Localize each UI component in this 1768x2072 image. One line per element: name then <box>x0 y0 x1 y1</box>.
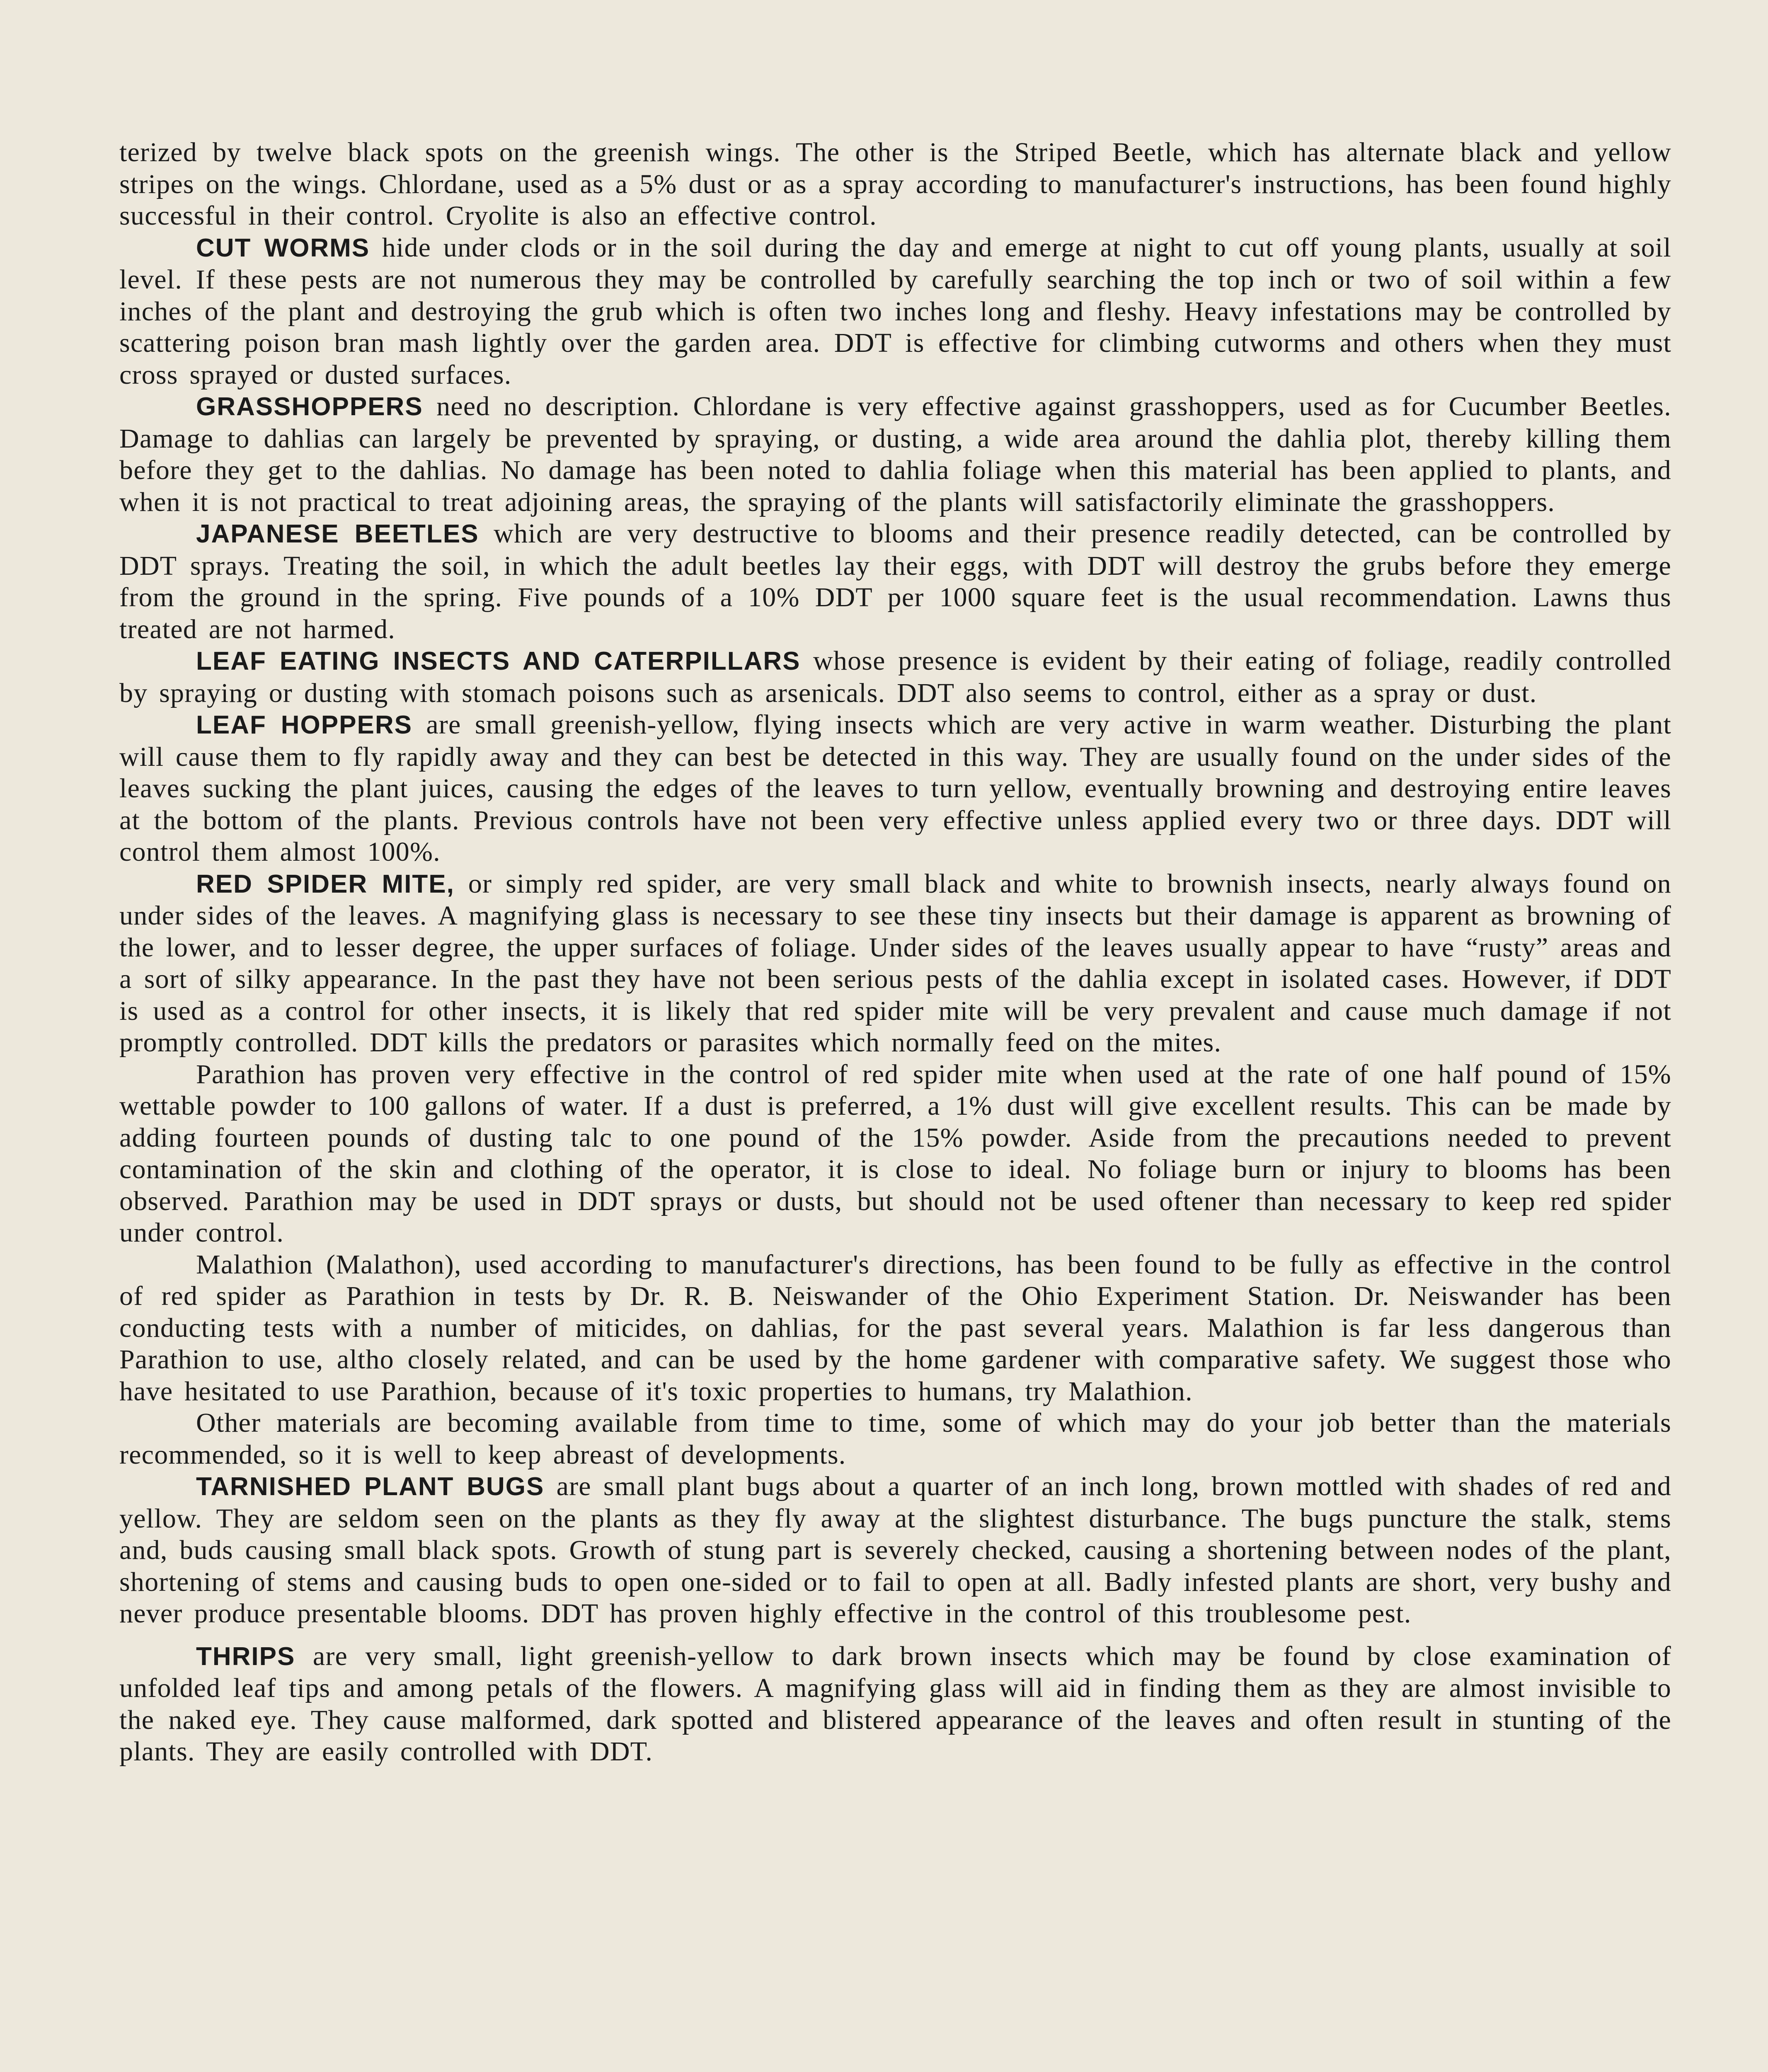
paragraph-striped-beetle <box>119 137 1671 232</box>
paragraph-parathion <box>119 1059 1671 1249</box>
paragraph-text: Parathion has proven very effective in the control of red spider mite when used at the rate of one half pound of 15% wettable powder to 100 gallons of water. If a dust is preferred, a 1% dust will give excellent results. This can be made by adding fourteen pounds of dusting talc to one pound of the 15% powder. Aside from the precautions needed to prevent contamination of the skin and clothing of the operator, it is close to ideal. No foliage burn or injury to blooms has been observed. Parathion may be used in DDT sprays or dusts, but should not be used oftener than necessary to keep red spider under control. <box>119 1059 1671 1248</box>
section-heading: THRIPS <box>196 1642 295 1671</box>
paragraph-text: terized by twelve black spots on the greenish wings. The other is the Striped Beetle, which has alternate black and yellow stripes on the wings. Chlordane, used as a 5% dust or as a spray according to manufacturer's instructions, has been found highly successful in their control. Cryolite is also an effective control. <box>119 137 1671 231</box>
paragraph-text: are very small, light greenish-yellow to dark brown insects which may be found by close examination of unfolded leaf tips and among petals of the flowers. A magnifying glass will aid in finding them as they are almost invisible to the naked eye. They cause malformed, dark spotted and blistered appearance of the leaves and often result in stunting of the plants. They are easily controlled with DDT. <box>119 1641 1671 1767</box>
paragraph-leaf-hoppers <box>119 709 1671 868</box>
section-heading: JAPANESE BEETLES <box>196 520 479 548</box>
paragraph-thrips <box>119 1641 1671 1768</box>
paragraph-text: are small plant bugs about a quarter of an inch long, brown mottled with shades of red and yellow. They are seldom seen on the plants as they fly away at the slightest disturbance. The bugs puncture the stalk, stems and, buds causing small black spots. Growth of stung part is severely checked, causing a shortening between nodes of the plant, shortening of stems and causing buds to open one-sided or to fail to open at all. Badly infested plants are short, very bushy and never produce presentable blooms. DDT has proven highly effective in the control of this troublesome pest. <box>119 1471 1672 1629</box>
section-heading: GRASSHOPPERS <box>196 392 423 421</box>
section-heading: LEAF HOPPERS <box>196 711 412 739</box>
paragraph-text: Other materials are becoming available from time to time, some of which may do your job better than the materials recommended, so it is well to keep abreast of developments. <box>119 1408 1671 1470</box>
paragraph-text: which are very destructive to blooms and their presence readily detected, can be controlled by DDT sprays. Treating the soil, in which the adult beetles lay their eggs, with DDT will destroy the grubs before they emerge from the ground in the spring. Five pounds of a 10% DDT per 1000 square feet is the usual recommendation. Lawns thus treated are not harmed. <box>119 518 1671 644</box>
paragraph-text: need no description. Chlordane is very effective against grasshoppers, used as for Cucumber Beetles. Damage to dahlias can largely be prevented by spraying, or dusting, a wide area around the dahlia plot, thereby killing them before they get to the dahlias. No damage has been noted to dahlia foliage when this material has been applied to plants, and when it is not practical to treat adjoining areas, the spraying of the plants will satisfactorily eliminate the grasshoppers. <box>119 391 1671 517</box>
paragraph-leaf-eating-insects <box>119 645 1671 709</box>
paragraph-text: Malathion (Malathon), used according to manufacturer's directions, has been found to be fully as effective in the control of red spider as Parathion in tests by Dr. R. B. Neiswander of the Ohio Experiment Station. Dr. Neiswander has been conducting tests with a number of miticides, on dahlias, for the past several years. Malathion is far less dangerous than Parathion to use, altho closely related, and can be used by the home gardener with comparative safety. We suggest those who have hesitated to use Parathion, because of it's toxic properties to humans, try Malathion. <box>119 1249 1671 1406</box>
paragraph-other-materials <box>119 1407 1671 1471</box>
section-heading: TARNISHED PLANT BUGS <box>196 1472 545 1501</box>
section-heading: LEAF EATING INSECTS AND CATERPILLARS <box>196 647 801 675</box>
paragraph-grasshoppers <box>119 391 1671 518</box>
paragraph-tarnished-plant-bugs <box>119 1471 1671 1630</box>
paragraph-text: or simply red spider, are very small black and white to brownish insects, nearly always found on under sides of the leaves. A magnifying glass is necessary to see these tiny insects but their damage is apparent as browning of the lower, and to lesser degree, the upper surfaces of foliage. Under sides of the leaves usually appear to have “rusty” areas and a sort of silky appearance. In the past they have not been serious pests of the dahlia except in isolated cases. However, if DDT is used as a control for other insects, it is likely that red spider mite will be very prevalent and cause much damage if not promptly controlled. DDT kills the predators or parasites which normally feed on the mites. <box>119 868 1671 1058</box>
section-heading: RED SPIDER MITE, <box>196 869 455 898</box>
paragraph-malathion <box>119 1249 1671 1408</box>
paragraph-cut-worms <box>119 232 1671 391</box>
paragraph-japanese-beetles <box>119 518 1671 645</box>
paragraph-red-spider-mite <box>119 868 1671 1059</box>
section-heading: CUT WORMS <box>196 233 370 262</box>
paragraph-text: are small greenish-yellow, flying insects which are very active in warm weather. Disturbing the plant will cause them to fly rapidly away and they can best be detected in this way. They are usually found on the under sides of the leaves sucking the plant juices, causing the edges of the leaves to turn yellow, eventually browning and destroying entire leaves at the bottom of the plants. Previous controls have not been very effective unless applied every two or three days. DDT will control them almost 100%. <box>119 709 1671 867</box>
paragraph-text: whose presence is evident by their eating of foliage, readily controlled by spraying or dusting with stomach poisons such as arsenicals. DDT also seems to control, either as a spray or dust. <box>119 646 1671 708</box>
paragraph-text: hide under clods or in the soil during the day and emerge at night to cut off young plants, usually at soil level. If these pests are not numerous they may be controlled by carefully searching the top inch or two of soil within a few inches of the plant and destroying the grub which is often two inches long and fleshy. Heavy infestations may be controlled by scattering poison bran mash lightly over the garden area. DDT is effective for climbing cutworms and others when they must cross sprayed or dusted surfaces. <box>119 232 1671 390</box>
body-text <box>119 137 1671 1768</box>
